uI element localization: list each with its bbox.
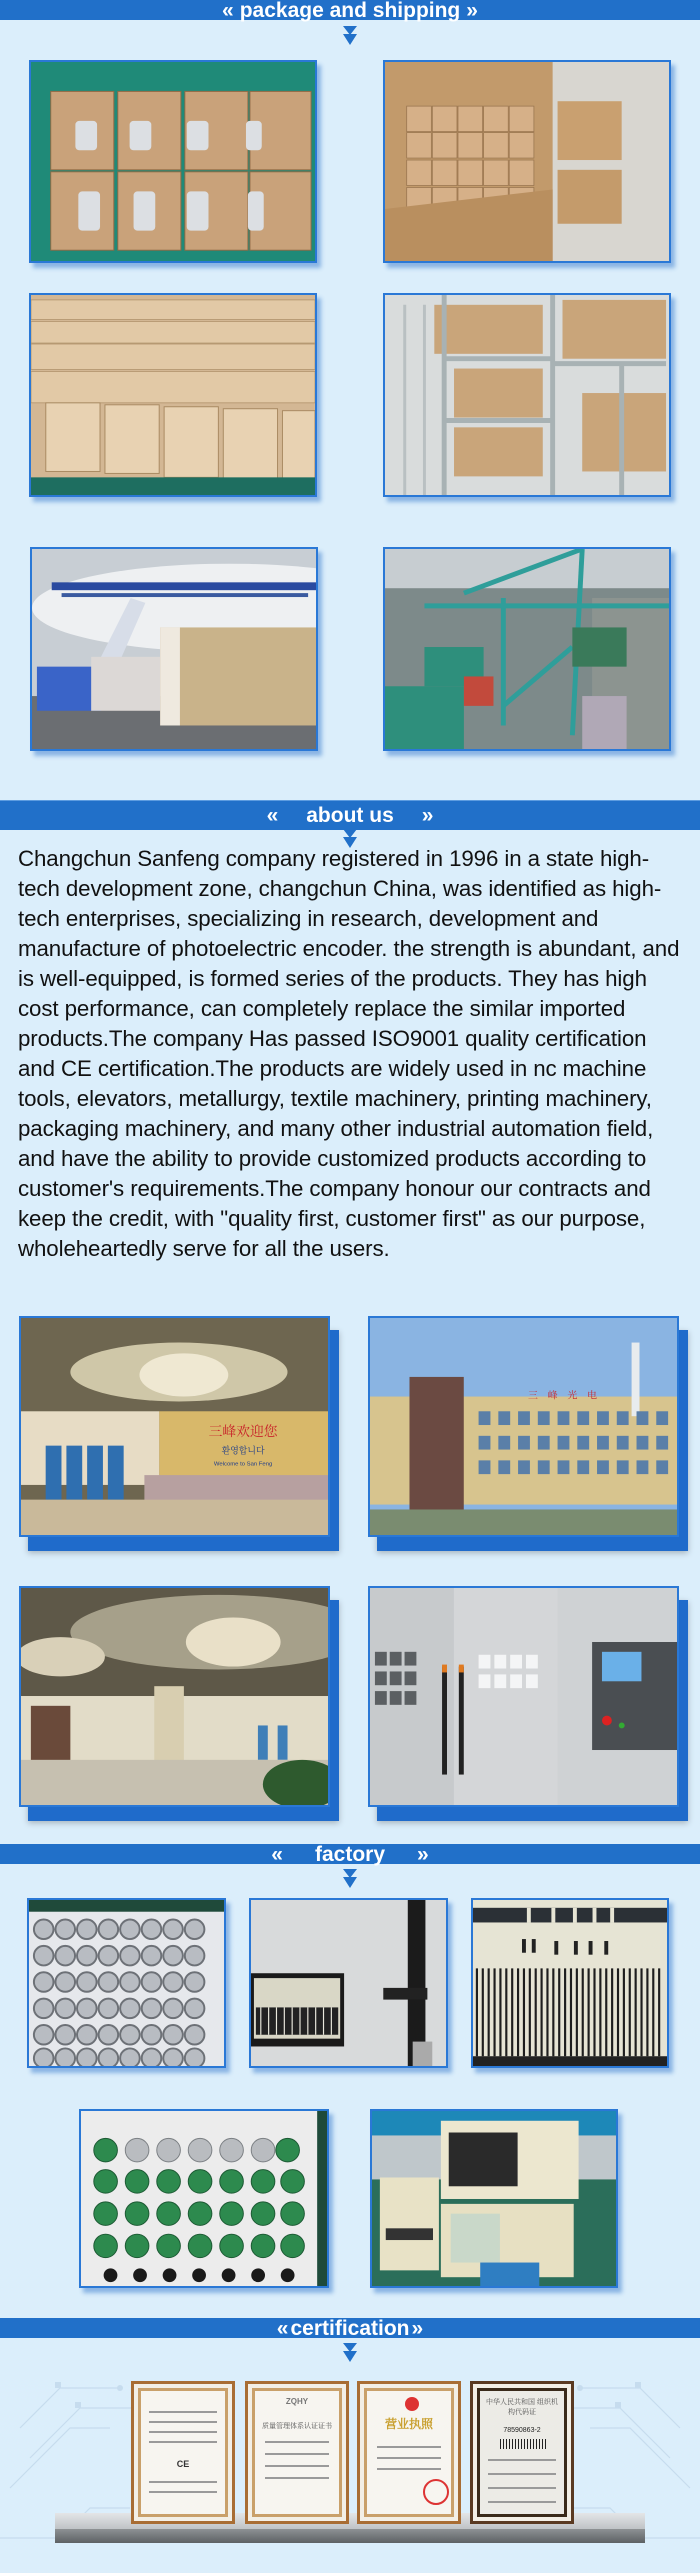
factory-photo-encoder-housings — [27, 1898, 226, 2068]
certificate-title: 质量管理体系认证证书 — [262, 2423, 332, 2430]
svg-text:三峰欢迎您: 三峰欢迎您 — [208, 1423, 278, 1440]
factory-photo-oscilloscope — [370, 2109, 618, 2288]
package-photo-divided-boxes — [29, 60, 317, 263]
left-quote-icon: « — [222, 0, 234, 22]
double-chevron-down-icon — [340, 25, 360, 47]
certificate-business-license — [357, 2381, 461, 2524]
right-quote-icon: » — [411, 2316, 424, 2340]
certificate-title: 中华人民共和国 组织机构代码证 — [486, 2399, 558, 2416]
package-photo-open-boxes — [29, 293, 317, 497]
right-quote-icon: » — [466, 0, 478, 22]
svg-text:환영합니다: 환영합니다 — [221, 1446, 265, 1457]
ce-mark: CE — [176, 2459, 190, 2469]
svg-text:三峰光电: 三峰光电 — [527, 1390, 607, 1402]
certificate-organization-code — [470, 2381, 574, 2524]
about-photo-building — [368, 1316, 679, 1537]
about-photo-cnc-machine — [368, 1586, 679, 1807]
barcode-icon — [500, 2439, 548, 2449]
right-quote-icon: » — [417, 1842, 429, 1866]
package-photo-air-freight — [30, 547, 318, 751]
organization-code: 78590863-2 — [503, 2427, 541, 2434]
section-title-package: package and shipping — [239, 0, 461, 22]
factory-photo-code-disc — [471, 1898, 669, 2068]
certificate-shelf-edge — [55, 2529, 645, 2543]
section-title-certification: certification — [290, 2316, 410, 2340]
double-chevron-down-icon — [340, 1868, 360, 1890]
left-quote-icon: « — [266, 804, 279, 827]
left-quote-icon: « — [271, 1842, 283, 1866]
factory-photo-pcb-tray — [79, 2109, 329, 2288]
section-title-factory: factory — [314, 1842, 386, 1866]
certificate-quality-management — [245, 2381, 349, 2524]
factory-photo-microscope — [249, 1898, 448, 2068]
svg-text:Welcome to San Feng: Welcome to San Feng — [213, 1461, 273, 1468]
about-us-description: Changchun Sanfeng company registered in 1996 in a state high-tech development zone, changchun China, was identified as high-tech enterprises, specializing in research, development and manufacture of photoelectric encoder. the strength is abundant, and is well-equipped, is formed series of the products. They has high cost performance, can completely replace the similar imported products.The company Has passed ISO9001 quality certification and CE certification.The products are widely used in nc machine tools, elevators, metallurgy, textile machinery, printing machinery, packaging machinery, and many other industrial automation field, and have the ability to provide customized products according to customer's requirements.The company honour our contracts and keep the credit, with "quality first, customer first" as our purpose, wholeheartedly serve for all the users. — [18, 846, 680, 1261]
package-photo-container-port — [383, 547, 671, 751]
section-header-factory — [0, 1844, 700, 1864]
about-photo-reception — [19, 1316, 330, 1537]
section-header-certification — [0, 2318, 700, 2338]
certificate-ce — [131, 2381, 235, 2524]
national-emblem-icon — [405, 2397, 419, 2411]
right-quote-icon: » — [421, 804, 434, 827]
certificate-title: 营业执照 — [384, 2417, 433, 2431]
red-seal-icon — [423, 2479, 449, 2505]
package-photo-warehouse — [383, 293, 671, 497]
about-photo-lobby — [19, 1586, 330, 1807]
package-photo-carton — [383, 60, 671, 263]
section-title-about: about us — [306, 804, 394, 827]
left-quote-icon: « — [276, 2316, 289, 2340]
section-header-about — [0, 800, 700, 830]
zqhy-logo: ZQHY — [285, 2397, 309, 2406]
section-header-package — [0, 0, 700, 20]
